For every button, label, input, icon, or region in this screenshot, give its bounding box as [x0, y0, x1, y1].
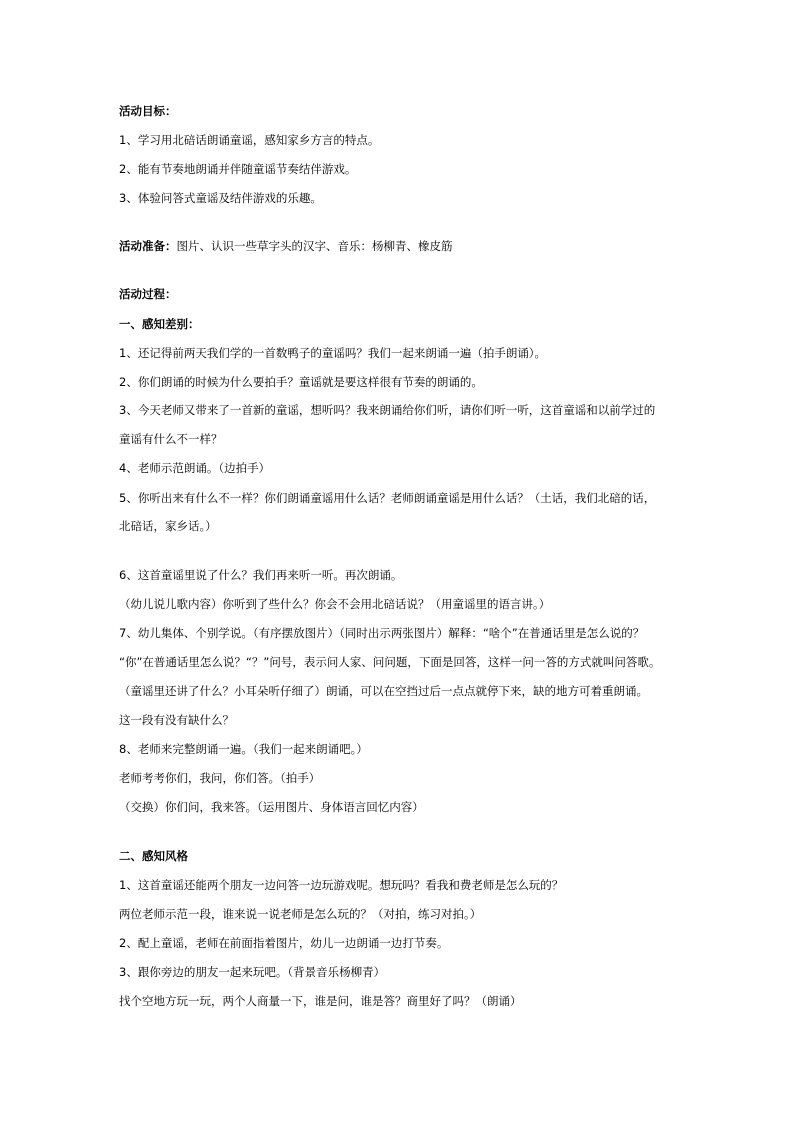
preparation-text: 图片、认识一些草字头的汉字、音乐：杨柳青、橡皮筋 — [176, 239, 453, 253]
section1-line: 4、老师示范朗诵。（边拍手） — [119, 461, 271, 475]
goals-heading: 活动目标： — [119, 104, 177, 118]
goal-item: 3、体验问答式童谣及结伴游戏的乐趣。 — [119, 191, 322, 205]
section1-line: 7、幼儿集体、个别学说。（有序摆放图片）（同时出示两张图片）解释：“啥个”在普通话里是怎么说的？ — [119, 626, 645, 640]
section1-line: （交换）你们问，我来答。（运用图片、身体语言回忆内容） — [119, 800, 424, 814]
section1-line: 3、今天老师又带来了一首新的童谣，想听吗？我来朗诵给你们听，请你们听一听，这首童谣和以前学过的 — [119, 403, 656, 417]
section2-line: 2、配上童谣，老师在前面指着图片，幼儿一边朗诵一边打节奏。 — [119, 936, 449, 950]
section2-line: 1、这首童谣还能两个朋友一边问答一边玩游戏呢。想玩吗？看我和费老师是怎么玩的？ — [119, 878, 564, 892]
preparation-label: 活动准备： — [119, 239, 177, 253]
preparation-line — [119, 238, 699, 254]
process-heading: 活动过程： — [119, 287, 177, 301]
section1-line: 1、还记得前两天我们学的一首数鸭子的童谣吗？我们一起来朗诵一遍（拍手朗诵）。 — [119, 346, 547, 360]
section1-line: 北碚话，家乡话。） — [119, 519, 217, 533]
section1-line: 童谣有什么不一样？ — [119, 432, 223, 446]
section1-line: 8、老师来完整朗诵一遍。（我们一起来朗诵吧。） — [119, 742, 368, 756]
section2-line: 两位老师示范一段，谁来说一说老师是怎么玩的？（对拍，练习对拍。） — [119, 907, 482, 921]
section1-heading: 一、感知差别： — [119, 317, 200, 331]
goal-item: 1、学习用北碚话朗诵童谣，感知家乡方言的特点。 — [119, 133, 380, 147]
section2-line: 找个空地方玩一玩，两个人商量一下，谁是问，谁是答？商里好了吗？（朗诵） — [119, 994, 522, 1008]
section1-line: （幼儿说儿歌内容）你听到了些什么？你会不会用北碚话说？（用童谣里的语言讲。） — [119, 597, 551, 611]
section1-line: “你”在普通话里怎么说？“？”问号，表示问人家、问问题，下面是回答，这样一问一答的方式就叫问答歌。 — [119, 655, 661, 669]
section1-line: 6、这首童谣里说了什么？我们再来听一听。再次朗诵。 — [119, 568, 403, 582]
section1-line: 这一段有没有缺什么？ — [119, 713, 234, 727]
section1-line: 5、你听出来有什么不一样？你们朗诵童谣用什么话？老师朗诵童谣是用什么话？（土话，我们北碚的话， — [119, 491, 656, 505]
section2-line: 3、跟你旁边的朋友一起来玩吧。（背景音乐杨柳青） — [119, 965, 386, 979]
goal-item: 2、能有节奏地朗诵并伴随童谣节奏结伴游戏。 — [119, 162, 357, 176]
section2-heading: 二、感知风格 — [119, 849, 188, 863]
section1-line: 老师考考你们，我问，你们答。（拍手） — [119, 771, 321, 785]
section1-line: 2、你们朗诵的时候为什么要拍手？童谣就是要这样很有节奏的朗诵的。 — [119, 375, 483, 389]
section1-line: （童谣里还讲了什么？小耳朵听仔细了）朗诵，可以在空挡过后一点点就停下来，缺的地方可着重朗诵。 — [119, 684, 648, 698]
